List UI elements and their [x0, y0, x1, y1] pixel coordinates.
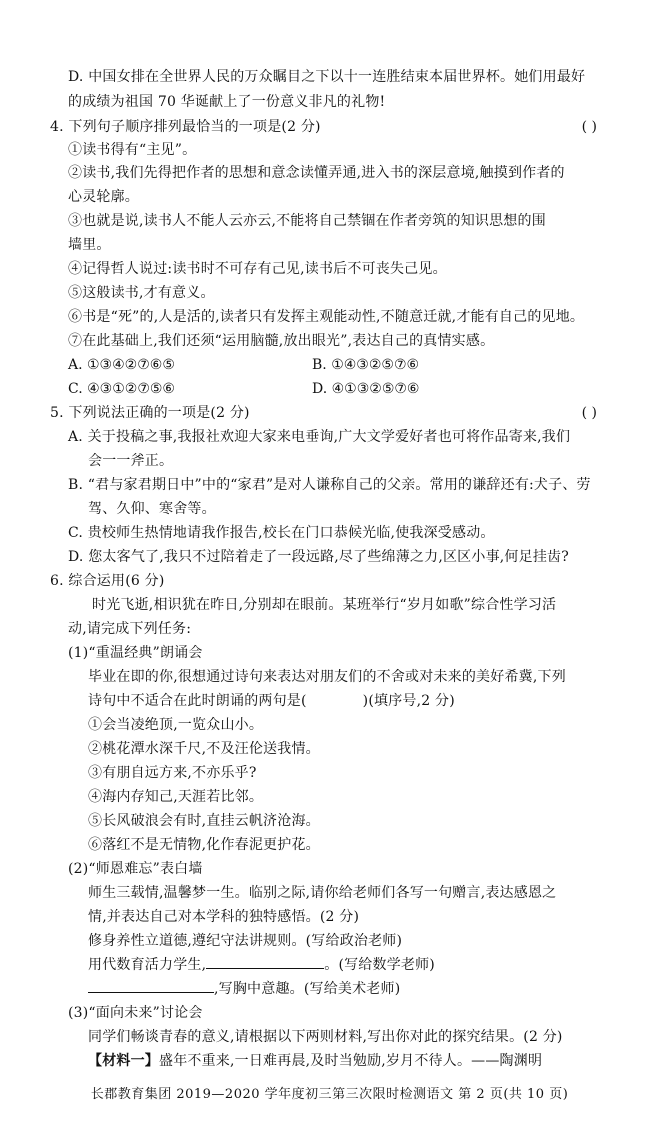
q4-sentence-1: ①读书得有“主见”。 — [68, 142, 197, 158]
q6-material-1-label: 【材料一】 — [88, 1053, 159, 1069]
q4-option-a[interactable]: A. ①③④②⑦⑥⑤ — [68, 357, 175, 373]
q6-part2-line1: 师生三载情,温馨梦一生。临别之际,请你给老师们各写一句赠言,表达感恩之 — [88, 885, 557, 901]
q6-part1-answer-blank[interactable] — [307, 693, 363, 705]
q6-part2-math-end: 。(写给数学老师) — [324, 957, 435, 973]
q4-sentence-2b: 心灵轮廓。 — [68, 189, 139, 205]
q6-part2-line2: 情,并表达自己对本学科的独特感悟。(2 分) — [88, 909, 360, 925]
q4-sentence-6: ⑥书是“死”的,人是活的,读者只有发挥主观能动性,不随意迁就,才能有自己的见地。 — [68, 309, 585, 325]
q4-option-c[interactable]: C. ④③①②⑦⑤⑥ — [68, 381, 175, 397]
q4-sentence-5: ⑤这般读书,才有意义。 — [68, 285, 215, 301]
q6-part2-math-start: 用代数育活力学生, — [88, 957, 207, 973]
q6-poem-2: ②桃花潭水深千尺,不及汪伦送我情。 — [88, 741, 320, 757]
q5-answer-paren[interactable]: ( ) — [581, 405, 597, 421]
q5-option-a-line1[interactable]: A. 关于投稿之事,我报社欢迎大家来电垂询,广大文学爱好者也可将作品寄来,我们 — [68, 429, 571, 445]
q5-option-b-line1[interactable]: B. “君与家君期日中”中的“家君”是对人谦称自己的父亲。常用的谦辞还有:犬子、劳 — [68, 477, 591, 493]
q6-part2-art — [88, 980, 400, 999]
q6-part1-line2-start: 诗句中不适合在此时朗诵的两句是( — [88, 693, 307, 709]
q4-sentence-3a: ③也就是说,读书人不能人云亦云,不能将自己禁锢在作者旁筑的知识思想的围 — [68, 213, 546, 229]
q6-material-1-text: 盛年不重来,一日难再晨,及时当勉励,岁月不待人。——陶渊明 — [159, 1053, 543, 1069]
q4-option-b[interactable]: B. ①④③②⑤⑦⑥ — [312, 357, 420, 373]
q6-poem-3: ③有朋自远方来,不亦乐乎? — [88, 765, 257, 781]
q5-option-a-line2: 会一一斧正。 — [88, 453, 174, 469]
q6-part2-math — [88, 956, 435, 975]
q4-sentence-4: ④记得哲人说过:读书时不可存有己见,读书后不可丧失己见。 — [68, 261, 447, 277]
q6-poem-1: ①会当凌绝顶,一览众山小。 — [88, 717, 264, 733]
q3-option-d-line1: D. 中国女排在全世界人民的万众瞩目之下以十一连胜结束本届世界杯。她们用最好 — [68, 69, 586, 85]
q5-option-c[interactable]: C. 贵校师生热情地请我作报告,校长在门口恭候光临,使我深受感动。 — [68, 525, 495, 541]
page-footer: 长郡教育集团 2019—2020 学年度初三第三次限时检测语文 第 2 页(共 10 页) — [90, 1087, 569, 1102]
q5-stem: 5. 下列说法正确的一项是(2 分) — [50, 405, 250, 421]
q4-stem: 4. 下列句子顺序排列最恰当的一项是(2 分) — [50, 119, 321, 135]
q6-part3-line1: 同学们畅谈青春的意义,请根据以下两则材料,写出你对此的探究结果。(2 分) — [88, 1029, 563, 1045]
q4-answer-paren[interactable]: ( ) — [581, 119, 597, 135]
q6-part2-art-end: ,写胸中意趣。(写给美术老师) — [214, 981, 401, 997]
q4-sentence-2a: ②读书,我们先得把作者的思想和意念读懂弄通,进入书的深层意境,触摸到作者的 — [68, 165, 565, 181]
q6-part1-line1: 毕业在即的你,很想通过诗句来表达对朋友们的不舍或对未来的美好希冀,下列 — [88, 669, 566, 685]
q6-intro-line1: 时光飞逝,相识犹在昨日,分别却在眼前。某班举行“岁月如歌”综合性学习活 — [92, 597, 557, 613]
q6-part1-line2 — [88, 692, 455, 711]
q6-intro-line2: 动,请完成下列任务: — [68, 621, 192, 637]
q6-part2-art-blank[interactable] — [88, 980, 214, 993]
q6-poem-4: ④海内存知己,天涯若比邻。 — [88, 789, 264, 805]
q3-option-d-line2: 的成绩为祖国 70 华诞献上了一份意义非凡的礼物! — [68, 94, 386, 110]
q6-material-1 — [88, 1052, 542, 1071]
q6-part1-title: (1)“重温经典”朗诵会 — [68, 645, 203, 661]
q6-part2-title: (2)“师恩难忘”表白墙 — [68, 861, 203, 877]
q5-option-b-line2: 驾、久仰、寒舍等。 — [88, 501, 216, 517]
q5-option-d[interactable]: D. 您太客气了,我只不过陪着走了一段远路,尽了些绵薄之力,区区小事,何足挂齿? — [68, 549, 569, 565]
q6-part2-math-blank[interactable] — [206, 956, 324, 969]
q6-part1-line2-end: )(填序号,2 分) — [362, 693, 455, 709]
q6-poem-6: ⑥落红不是无情物,化作春泥更护花。 — [88, 837, 320, 853]
q6-poem-5: ⑤长风破浪会有时,直挂云帆济沧海。 — [88, 813, 320, 829]
q6-stem: 6. 综合运用(6 分) — [50, 573, 165, 589]
q4-option-d[interactable]: D. ④①③②⑤⑦⑥ — [312, 381, 420, 397]
q4-sentence-3b: 墙里。 — [68, 237, 111, 253]
q4-sentence-7: ⑦在此基础上,我们还须“运用脑髓,放出眼光”,表达自己的真情实感。 — [68, 333, 495, 349]
q6-part3-title: (3)“面向未来”讨论会 — [68, 1005, 203, 1021]
q6-part2-example: 修身养性立道德,遵纪守法讲规则。(写给政治老师) — [88, 933, 403, 949]
